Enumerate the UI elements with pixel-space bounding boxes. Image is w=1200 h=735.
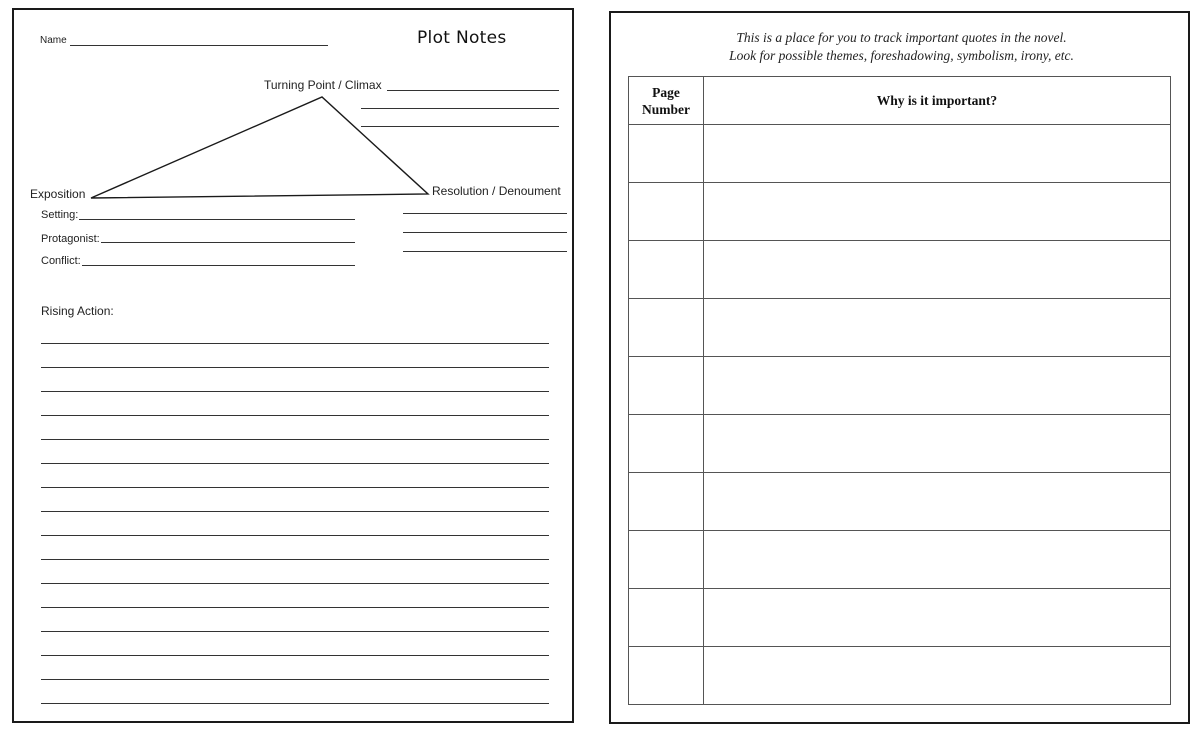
page-header-line-1: Page <box>652 84 680 100</box>
why-cell[interactable] <box>704 415 1171 473</box>
rising-action-line[interactable] <box>41 511 549 512</box>
intro-line-2: Look for possible themes, foreshadowing, symbolism, irony, etc. <box>729 48 1074 63</box>
rising-action-line[interactable] <box>41 463 549 464</box>
rising-action-line[interactable] <box>41 535 549 536</box>
why-cell[interactable] <box>704 357 1171 415</box>
page-title: Plot Notes <box>417 28 507 48</box>
rising-action-label: Rising Action: <box>41 304 114 318</box>
table-row <box>629 647 1171 705</box>
why-cell[interactable] <box>704 589 1171 647</box>
why-cell[interactable] <box>704 531 1171 589</box>
table-row <box>629 473 1171 531</box>
table-row <box>629 125 1171 183</box>
page-number-cell[interactable] <box>629 125 704 183</box>
climax-line-2[interactable] <box>361 108 559 109</box>
why-cell[interactable] <box>704 183 1171 241</box>
climax-line-3[interactable] <box>361 126 559 127</box>
resolution-line-1[interactable] <box>403 213 567 214</box>
conflict-line[interactable] <box>82 265 355 266</box>
why-cell[interactable] <box>704 647 1171 705</box>
page-number-cell[interactable] <box>629 589 704 647</box>
resolution-label: Resolution / Denoument <box>432 184 561 198</box>
plot-notes-page <box>12 8 574 723</box>
plot-diagram-triangle <box>14 10 572 721</box>
rising-action-line[interactable] <box>41 559 549 560</box>
why-cell[interactable] <box>704 473 1171 531</box>
page-header-line-2: Number <box>642 101 690 117</box>
page-number-header <box>629 77 704 125</box>
rising-action-line[interactable] <box>41 583 549 584</box>
rising-action-line[interactable] <box>41 367 549 368</box>
quotes-intro <box>611 29 1192 65</box>
setting-line[interactable] <box>79 219 355 220</box>
page-number-cell[interactable] <box>629 647 704 705</box>
why-cell[interactable] <box>704 241 1171 299</box>
protagonist-label: Protagonist: <box>41 233 100 245</box>
protagonist-line[interactable] <box>101 242 355 243</box>
table-row <box>629 415 1171 473</box>
quotes-table <box>628 76 1171 705</box>
table-row <box>629 241 1171 299</box>
resolution-line-3[interactable] <box>403 251 567 252</box>
setting-label: Setting: <box>41 209 79 221</box>
page-number-cell[interactable] <box>629 473 704 531</box>
conflict-label: Conflict: <box>41 255 81 267</box>
table-row <box>629 589 1171 647</box>
table-row <box>629 357 1171 415</box>
rising-action-line[interactable] <box>41 607 549 608</box>
why-important-header: Why is it important? <box>704 77 1171 125</box>
why-cell[interactable] <box>704 125 1171 183</box>
table-row <box>629 299 1171 357</box>
page-number-cell[interactable] <box>629 299 704 357</box>
rising-action-line[interactable] <box>41 631 549 632</box>
rising-action-line[interactable] <box>41 439 549 440</box>
why-cell[interactable] <box>704 299 1171 357</box>
rising-action-line[interactable] <box>41 343 549 344</box>
exposition-label: Exposition <box>30 187 86 201</box>
rising-action-line[interactable] <box>41 703 549 704</box>
rising-action-line[interactable] <box>41 391 549 392</box>
climax-line-1[interactable] <box>387 90 559 91</box>
table-row <box>629 531 1171 589</box>
name-label: Name <box>40 35 67 46</box>
rising-action-line[interactable] <box>41 655 549 656</box>
rising-action-line[interactable] <box>41 415 549 416</box>
resolution-line-2[interactable] <box>403 232 567 233</box>
page-number-cell[interactable] <box>629 415 704 473</box>
page-number-cell[interactable] <box>629 531 704 589</box>
climax-label: Turning Point / Climax <box>264 78 382 92</box>
quotes-page <box>609 11 1190 724</box>
page-number-cell[interactable] <box>629 357 704 415</box>
intro-line-1: This is a place for you to track important quotes in the novel. <box>736 30 1067 45</box>
table-header-row <box>629 77 1171 125</box>
page-number-cell[interactable] <box>629 183 704 241</box>
page-number-cell[interactable] <box>629 241 704 299</box>
rising-action-line[interactable] <box>41 679 549 680</box>
rising-action-line[interactable] <box>41 487 549 488</box>
table-row <box>629 183 1171 241</box>
